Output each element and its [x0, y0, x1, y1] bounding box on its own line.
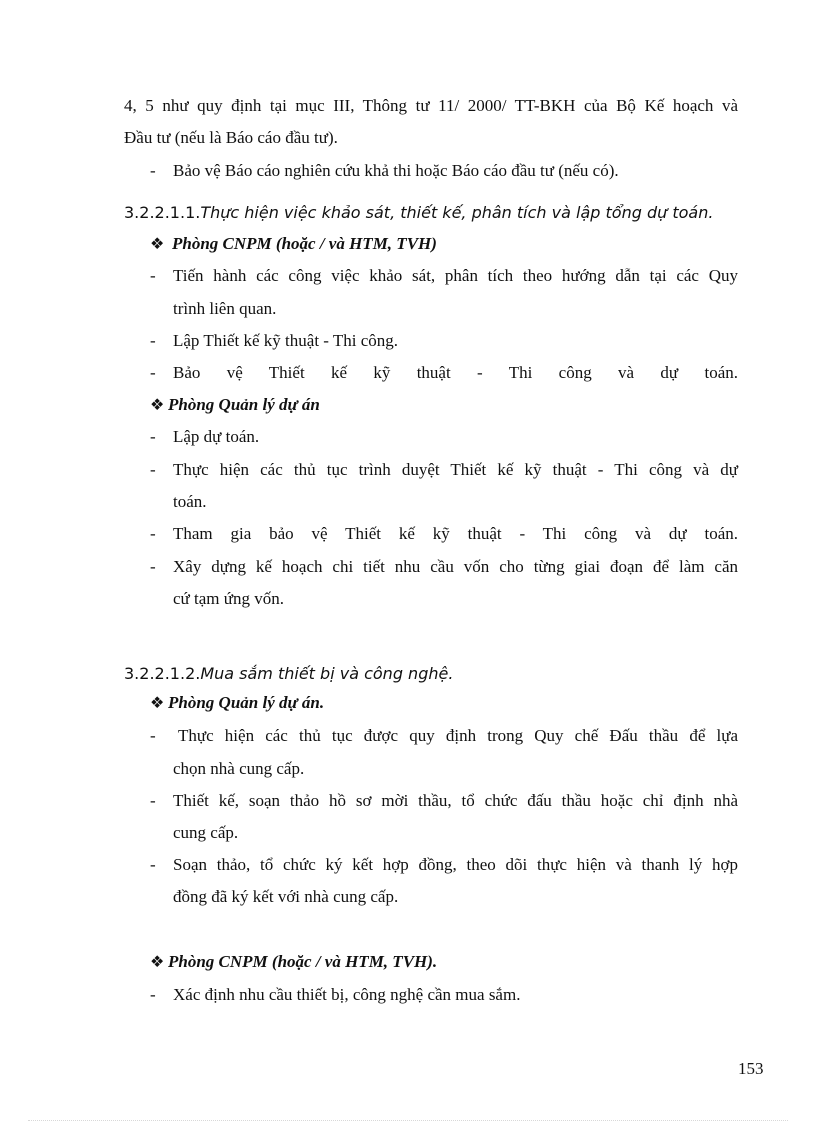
diamond-bullet-icon: ❖ [150, 395, 165, 414]
list-item: Xây dựng kế hoạch chi tiết nhu cầu vốn cho từng giai đoạn để làm căn [173, 557, 738, 576]
paragraph-line: 4, 5 như quy định tại mục III, Thông tư 11/ 2000/ TT-BKH của Bộ Kế hoạch và [124, 96, 738, 115]
list-item-continuation: cứ tạm ứng vốn. [173, 589, 284, 608]
diamond-bullet-icon: ❖ [150, 693, 165, 712]
section-number: 3.2.2.1.1. [124, 203, 201, 222]
section-title: Mua sắm thiết bị và công nghệ. [200, 664, 454, 683]
group-heading [150, 233, 437, 255]
dash-marker: - [150, 266, 156, 285]
list-item-continuation: toán. [173, 492, 207, 511]
page-number: 153 [738, 1059, 764, 1078]
list-item: Tiến hành các công việc khảo sát, phân tích theo hướng dẫn tại các Quy [173, 266, 738, 285]
dash-marker: - [150, 460, 156, 479]
section-heading [124, 663, 453, 685]
list-item: Thiết kế, soạn thảo hồ sơ mời thầu, tổ chức đấu thầu hoặc chỉ định nhà [173, 791, 738, 810]
list-item: Bảo vệ Báo cáo nghiên cứu khả thi hoặc Báo cáo đầu tư (nếu có). [173, 161, 619, 180]
page-bottom-rule [28, 1120, 788, 1121]
group-heading [150, 394, 320, 416]
list-item-continuation: đồng đã ký kết với nhà cung cấp. [173, 887, 399, 906]
dash-marker: - [150, 985, 156, 1004]
group-title: Phòng CNPM (hoặc / và HTM, TVH) [172, 234, 437, 253]
group-title: Phòng CNPM (hoặc / và HTM, TVH). [168, 952, 438, 971]
group-heading [150, 951, 437, 973]
section-title: Thực hiện việc khảo sát, thiết kế, phân tích và lập tổng dự toán. [200, 203, 714, 222]
list-item-continuation: chọn nhà cung cấp. [173, 759, 305, 778]
section-heading [124, 202, 713, 224]
dash-marker: - [150, 331, 156, 350]
section-number: 3.2.2.1.2. [124, 664, 201, 683]
list-item: Bảo vệ Thiết kế kỹ thuật - Thi công và dự toán. [173, 363, 738, 382]
list-item: Lập dự toán. [173, 427, 260, 446]
list-item: Lập Thiết kế kỹ thuật - Thi công. [173, 331, 399, 350]
dash-marker: - [150, 524, 156, 543]
list-item: Xác định nhu cầu thiết bị, công nghệ cần mua sắm. [173, 985, 521, 1004]
list-item: Thực hiện các thủ tục được quy định trong Quy chế Đấu thầu để lựa [178, 726, 738, 745]
dash-marker: - [150, 855, 156, 874]
dash-marker: - [150, 161, 156, 180]
group-title: Phòng Quản lý dự án [168, 395, 320, 414]
diamond-bullet-icon: ❖ [150, 952, 165, 971]
group-title: Phòng Quản lý dự án. [168, 693, 325, 712]
group-heading [150, 692, 324, 714]
list-item-continuation: trình liên quan. [173, 299, 277, 318]
diamond-bullet-icon: ❖ [150, 234, 165, 253]
dash-marker: - [150, 427, 156, 446]
list-item: Thực hiện các thủ tục trình duyệt Thiết kế kỹ thuật - Thi công và dự [173, 460, 738, 479]
list-item-continuation: cung cấp. [173, 823, 239, 842]
paragraph-line: Đầu tư (nếu là Báo cáo đầu tư). [124, 128, 338, 147]
dash-marker: - [150, 363, 156, 382]
list-item: Soạn thảo, tổ chức ký kết hợp đồng, theo dõi thực hiện và thanh lý hợp [173, 855, 738, 874]
dash-marker: - [150, 557, 156, 576]
list-item: Tham gia bảo vệ Thiết kế kỹ thuật - Thi công và dự toán. [173, 524, 738, 543]
dash-marker: - [150, 791, 156, 810]
dash-marker: - [150, 726, 156, 745]
